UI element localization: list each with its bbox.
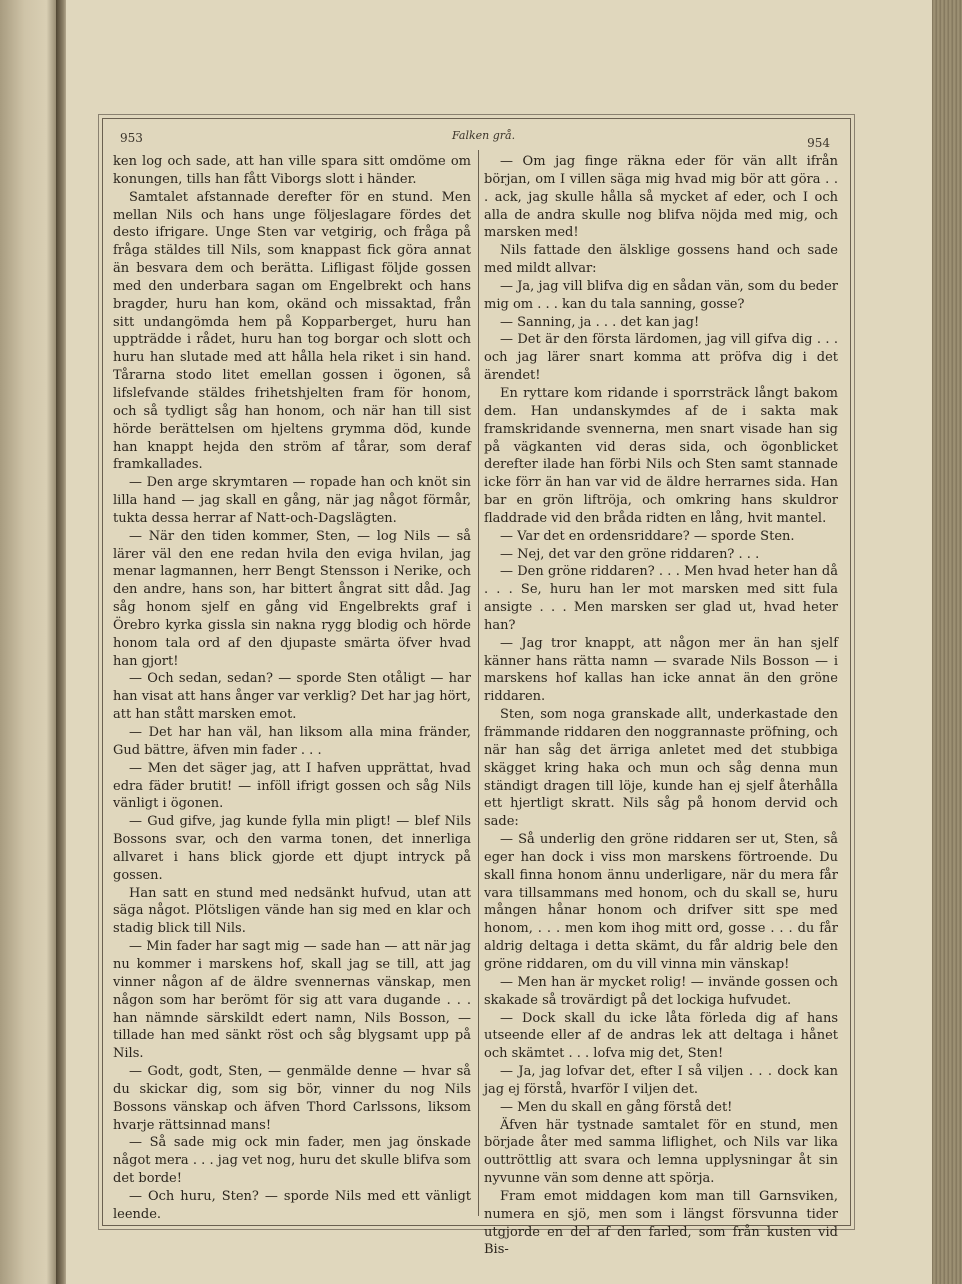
paragraph: — Dock skall du icke låta förleda dig af hans utseende eller af de andras lek att deltaga i hånet och skämtet . . . lofva mig det, Sten!: [484, 1010, 838, 1062]
paragraph: — Min fader har sagt mig — sade han — att när jag nu kommer i marskens hof, skall jag se till, att jag vinner någon af de äldre svennernas vänskap, men någon som har berömt för sig att vara dugande . . . han nämnde särskildt edert namn, Nils Bosson, — tillade han med sänkt röst och såg blygsamt upp på Nils.: [113, 939, 471, 1062]
paragraph: Nils fattade den älsklige gossens hand och sade med mildt allvar:: [484, 243, 838, 277]
paragraph: — Ja, jag lofvar det, efter I så viljen . . . dock kan jag ej förstå, hvarför I viljen det.: [484, 1064, 838, 1097]
paragraph: — Så sade mig ock min fader, men jag önskade något mera . . . jag vet nog, huru det skulle blifva som det borde!: [113, 1135, 471, 1187]
column-divider: [478, 150, 479, 1216]
paragraph: Fram emot middagen kom man till Garnsviken, numera en sjö, men som i längst försvunna tider utgjorde en del af den farled, som från kusten vid Bis-: [484, 1188, 838, 1258]
paragraph: Äfven här tystnade samtalet för en stund, men började åter med samma liflighet, och Nils var lika outtröttlig att svara och lemna upplysningar åt sin nyvunne vän som denne att spörja.: [484, 1117, 838, 1187]
paragraph: Sten, som noga granskade allt, underkastade den främmande riddaren den noggrannaste pröfning, och när han såg det ärriga anletet med det stubbiga skägget kring haka och mun och såg denna mun ständigt dragen till löje, kunde han ej sjelf återhålla ett hjertligt skratt. Nils såg på honom dervid och sade:: [484, 707, 838, 830]
paragraph: — När den tiden kommer, Sten, — log Nils — så lärer väl den ene redan hvila den eviga hvilan, jag menar lagmannen, herr Bengt Stensson i Nerike, och den andre, hans son, har bittert ångrat sitt dåd. Jag såg honom sjelf en gång vid Engelbrekts graf i Örebro kyrka gissla sin nakna rygg blodig och hörde honom tala ord af den djupaste smärta öfver hvad han gjort!: [113, 528, 471, 669]
paragraph: — Gud gifve, jag kunde fylla min pligt! — blef Nils Bossons svar, och den varma tonen, det innerliga allvaret i hans blick gjorde ett djupt intryck på gossen.: [113, 814, 471, 883]
paragraph: — Godt, godt, Sten, — genmälde denne — hvar så du skickar dig, som sig bör, vinner du nog Nils Bossons vänskap och äfven Thord Carlssons, liksom hvarje rättsinnad mans!: [113, 1064, 471, 1133]
left-column: [113, 153, 471, 1224]
paragraph: — Men han är mycket rolig! — invände gossen och skakade så trovärdigt på det lockiga hufvudet.: [484, 974, 838, 1008]
paragraph: — Sanning, ja . . . det kan jag!: [500, 314, 700, 330]
paragraph: — Det har han väl, han liksom alla mina fränder, Gud bättre, äfven min fader . . .: [113, 725, 471, 758]
paragraph: — Ja, jag vill blifva dig en sådan vän, som du beder mig om . . . kan du tala sanning, gosse?: [484, 278, 838, 312]
running-title: Falken grå.: [452, 129, 516, 142]
paragraph: — Men du skall en gång förstå det!: [500, 1099, 733, 1115]
paragraph: — Var det en ordensriddare? — sporde Sten.: [500, 528, 795, 544]
paragraph: — Nej, det var den gröne riddaren? . . .: [500, 546, 760, 562]
page-number-right: 954: [807, 136, 830, 150]
paragraph: — Jag tror knappt, att någon mer än han sjelf känner hans rätta namn — svarade Nils Bosson — i marskens hof kallas han icke annat än den gröne riddaren.: [484, 635, 838, 705]
paragraph: — Den gröne riddaren? . . . Men hvad heter han då . . . Se, huru han ler mot marsken med sitt fula ansigte . . . Men marsken ser glad ut, hvad heter han?: [484, 564, 838, 633]
page-header: [116, 127, 844, 149]
previous-page-edge: [0, 0, 62, 1284]
paragraph: — Men det säger jag, att I hafven upprättat, hvad edra fäder brutit! — inföll ifrigt gossen och såg Nils vänligt i ögonen.: [113, 760, 471, 812]
paragraph: — Om jag finge räkna eder för vän allt ifrån början, om I villen säga mig hvad mig bör att göra . . . ack, jag skulle hålla så mycket af eder, och I och alla de andra skulle nog blifva nöjda med mig, och marsken med!: [484, 154, 838, 241]
right-column: [484, 153, 838, 1259]
paragraph: Samtalet afstannade derefter för en stund. Men mellan Nils och hans unge följeslagare fördes det desto ifrigare. Unge Sten var vetgirig, och fråga på fråga stäldes till Nils, som knappast fick göra annat än besvara dem och berätta. Lifligast följde gossen med den underbara sagan om Engelbrekt och hans bragder, huru han kom, okänd och missaktad, från sitt undangömda hem på Kopparberget, huru han uppträdde i rådet, huru han tog borgar och slott och huru han slutade med att hålla hela riket i sin hand. Tårarna stodo litet emellan gossen i ögonen, så lifslefvande stäldes frihetshjelten fram för honom, och så tydligt såg han honom, och när han till sist hörde berättelsen om hjeltens grymma död, kunde han knappt hejda den ström af tårar, som deraf framkallades.: [113, 189, 471, 473]
paragraph: Han satt en stund med nedsänkt hufvud, utan att säga något. Plötsligen vände han sig med en klar och stadig blick till Nils.: [113, 885, 471, 937]
page-number-left: 953: [120, 131, 143, 145]
paragraph: ken log och sade, att han ville spara sitt omdöme om konungen, tills han fått Viborgs slott i händer.: [113, 154, 471, 187]
page-stack-edge: [932, 0, 962, 1284]
paragraph: — Den arge skrymtaren — ropade han och knöt sin lilla hand — jag skall en gång, när jag något förmår, tukta dessa herrar af Natt-och-Dagslägten.: [113, 475, 471, 526]
paragraph: — Och huru, Sten? — sporde Nils med ett vänligt leende.: [113, 1188, 471, 1222]
paragraph: En ryttare kom ridande i sporrsträck långt bakom dem. Han undanskymdes af de i sakta mak framskridande svennerna, men snart visade han sig på vägkanten vid deras sida, och ögonblicket derefter ilade han förbi Nils och Sten samt stannade icke förr än han var vid de äldre herrarnes sida. Han bar en grön liftröja, och omkring hans skuldror fladdrade vid den bråda ridten en lång, hvit mantel.: [484, 385, 838, 526]
paragraph: — Och sedan, sedan? — sporde Sten otåligt — har han visat att hans ånger var verklig? Det har jag hört, att han stått marsken emot.: [113, 671, 471, 723]
paragraph: — Det är den första lärdomen, jag vill gifva dig . . . och jag lärer snart komma att pröfva dig i det ärendet!: [484, 332, 838, 384]
paragraph: — Så underlig den gröne riddaren ser ut, Sten, så eger han dock i viss mon marskens förtroende. Du skall finna honom ännu underligare, när du mera får vara tillsammans med honom, och du skall se, huru mången hånar honom och drifver sitt spe med honom, . . . men kom ihog mitt ord, gosse . . . du får aldrig deltaga i detta skämt, du får aldrig bele den gröne riddaren, om du vill vinna min vänskap!: [484, 832, 838, 972]
